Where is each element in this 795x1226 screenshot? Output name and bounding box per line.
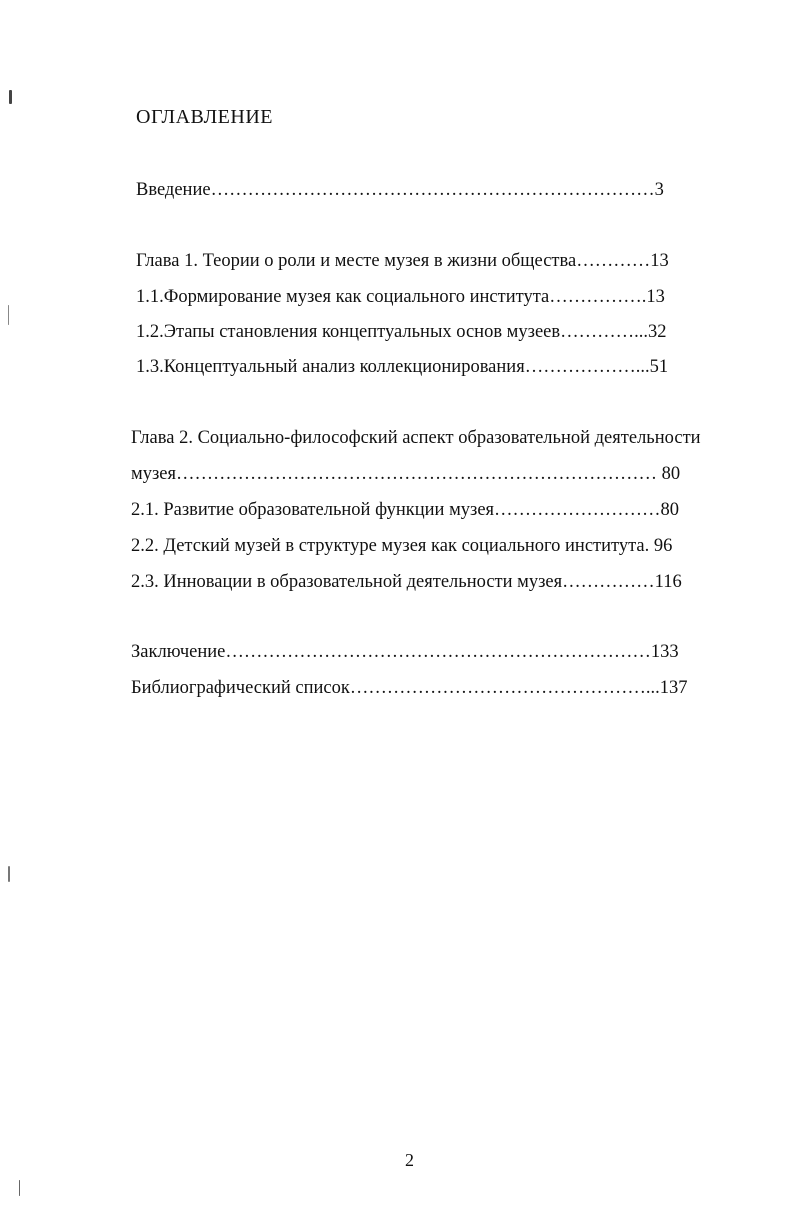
toc-entry-section-2-1: 2.1. Развитие образовательной функции музея………………………80 — [131, 500, 680, 520]
toc-entry-section-2-2: 2.2. Детский музей в структуре музея как социального института. 96 — [131, 536, 673, 556]
toc-entry-introduction: Введение………………………………………………………………3 — [136, 180, 664, 200]
toc-entry-chapter-2-line-1: Глава 2. Социально-философский аспект образовательной деятельности — [131, 428, 701, 448]
toc-heading: ОГЛАВЛЕНИЕ — [136, 106, 273, 128]
page-number: 2 — [405, 1150, 414, 1170]
scan-speck — [8, 866, 10, 882]
toc-entry-chapter-2-line-2: музея…………………………………………………………………… 80 — [131, 464, 681, 484]
toc-entry-conclusion: Заключение……………………………………………………………133 — [131, 642, 679, 662]
toc-entry-chapter-1: Глава 1. Теории о роли и месте музея в жизни общества…………13 — [136, 251, 669, 271]
toc-entry-section-1-3: 1.3.Концептуальный анализ коллекционирования………………...51 — [136, 357, 669, 377]
scan-speck — [19, 1180, 20, 1196]
scan-speck — [8, 305, 9, 325]
toc-entry-section-1-2: 1.2.Этапы становления концептуальных основ музеев…………...32 — [136, 322, 667, 342]
toc-entry-section-2-3: 2.3. Инновации в образовательной деятельности музея……………116 — [131, 572, 682, 592]
toc-entry-section-1-1: 1.1.Формирование музея как социального института…………….13 — [136, 287, 665, 307]
scan-speck — [9, 90, 12, 104]
toc-entry-bibliography: Библиографический список…………………………………………...137 — [131, 678, 688, 698]
